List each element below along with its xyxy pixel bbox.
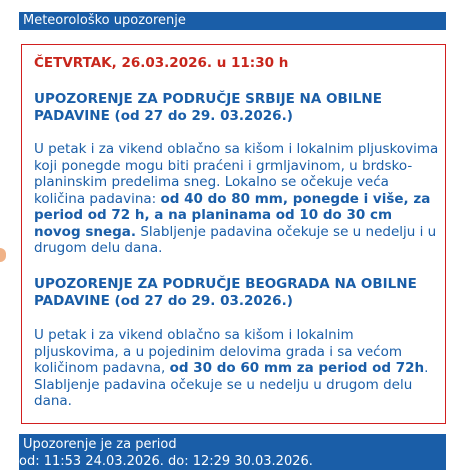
warning-period-label: Upozorenje je za period	[23, 437, 177, 452]
side-tab-icon[interactable]	[0, 248, 6, 262]
warning-header-title: Meteorološko upozorenje	[23, 13, 186, 28]
warning-header-bar	[19, 12, 446, 30]
belgrade-text-part-3: . Slabljenje padavina očekuje se u nedelju u drugom delu dana.	[34, 360, 429, 409]
belgrade-warning-text	[34, 327, 439, 410]
serbia-text-part-1: U petak i za vikend oblačno sa kišom i lokalnim pljuskovima koji ponegde mogu biti praćeni i grmljavinom, u brdsko-planinskim predelima sneg. Lokalno se očekuje veća količina padavina:	[34, 141, 439, 207]
belgrade-warning-title: UPOZORENJE ZA PODRUČJE BEOGRADA NA OBILNE PADAVINE (od 27 do 29. 03.2026.)	[34, 276, 417, 309]
belgrade-text-part-1: U petak i za vikend oblačno sa kišom i lokalnim pljuskovima, a u pojedinim delovima grada i sa većom količinom padavna,	[34, 327, 403, 376]
warning-box	[21, 44, 446, 424]
warning-date-heading: ČETVRTAK, 26.03.2026. u 11:30 h	[34, 55, 289, 71]
warning-period-bar	[19, 434, 446, 470]
serbia-text-part-3: Slabljenje padavina očekuje se u nedelju i u drugom delu dana.	[34, 223, 437, 256]
serbia-warning-title: UPOZORENJE ZA PODRUČJE SRBIJE NA OBILNE PADAVINE (od 27 do 29. 03.2026.)	[34, 91, 382, 124]
serbia-warning-text	[34, 141, 439, 257]
belgrade-text-highlight: od 30 do 60 mm za period od 72h	[169, 360, 425, 376]
serbia-text-highlight: od 40 do 80 mm, ponegde i više, za period od 72 h, a na planinama od 10 do 30 cm novog snega.	[34, 190, 431, 240]
warning-period-dates: od: 11:53 24.03.2026. do: 12:29 30.03.2026.	[19, 454, 313, 469]
